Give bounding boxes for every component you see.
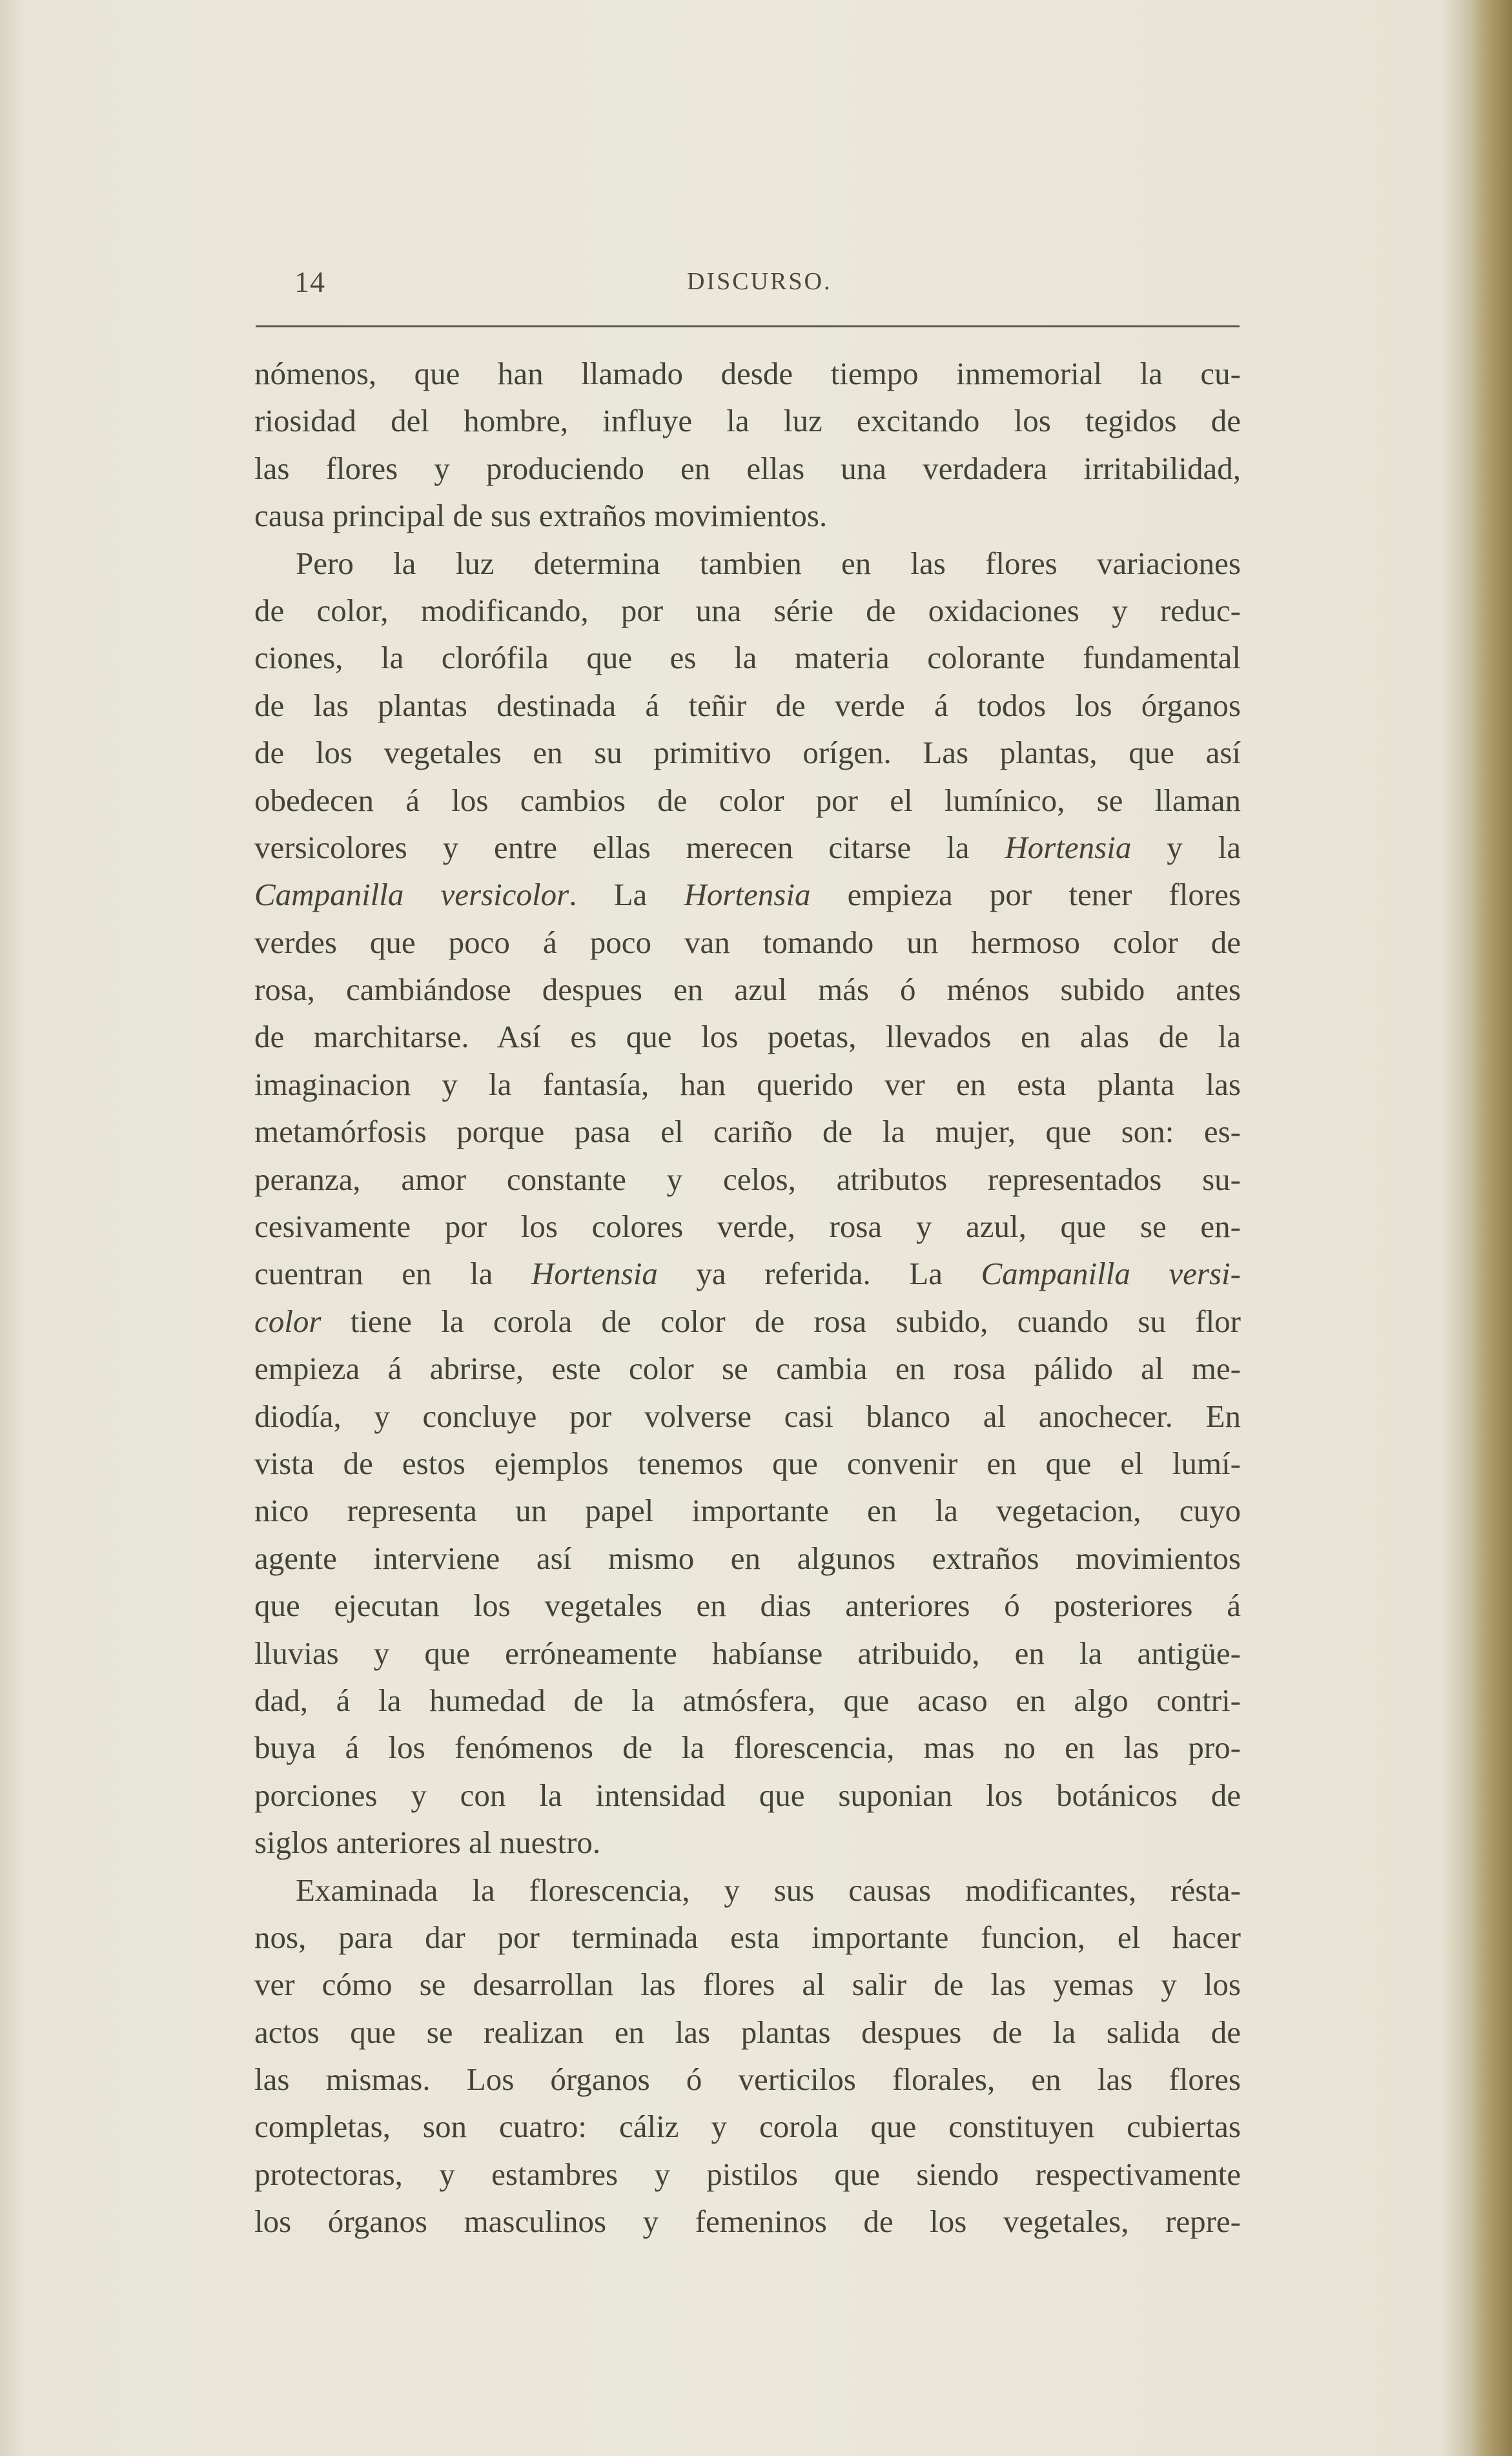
text-line: color tiene la corola de color de rosa subido, cuando su flor — [254, 1303, 1241, 1339]
text-line: obedecen á los cambios de color por el lumínico, se llaman — [254, 782, 1241, 818]
text-line: de las plantas destinada á teñir de verde á todos los órganos — [254, 687, 1241, 723]
text-line: las mismas. Los órganos ó verticilos florales, en las flores — [254, 2062, 1241, 2098]
text-line: de marchitarse. Así es que los poetas, llevados en alas de la — [254, 1019, 1241, 1055]
text-line: metamórfosis porque pasa el cariño de la mujer, que son: es- — [254, 1114, 1241, 1150]
text-line: Pero la luz determina tambien en las flores variaciones — [296, 545, 1241, 581]
text-line: agente interviene así mismo en algunos extraños movimientos — [254, 1540, 1241, 1576]
text-line: cuentran en la Hortensia ya referida. La Campanilla versi- — [254, 1256, 1241, 1292]
text-line: causa principal de sus extraños movimientos. — [254, 498, 828, 534]
text-line: ver cómo se desarrollan las flores al salir de las yemas y los — [254, 1967, 1241, 2003]
text-line: riosidad del hombre, influye la luz excitando los tegidos de — [254, 403, 1241, 439]
text-line: los órganos masculinos y femeninos de los vegetales, repre- — [254, 2204, 1241, 2240]
text-line: cesivamente por los colores verde, rosa y azul, que se en- — [254, 1209, 1241, 1245]
text-line: completas, son cuatro: cáliz y corola que constituyen cubiertas — [254, 2109, 1241, 2145]
page-header — [254, 265, 1238, 303]
text-line: Campanilla versicolor. La Hortensia empieza por tener flores — [254, 877, 1241, 913]
text-line: Examinada la florescencia, y sus causas modificantes, résta- — [296, 1872, 1241, 1908]
text-line: ciones, la clorófila que es la materia colorante fundamental — [254, 640, 1241, 676]
text-line: nos, para dar por terminada esta importante funcion, el hacer — [254, 1919, 1241, 1955]
text-line: nico representa un papel importante en la vegetacion, cuyo — [254, 1493, 1241, 1529]
text-line: peranza, amor constante y celos, atributos representados su- — [254, 1161, 1241, 1197]
text-line: empieza á abrirse, este color se cambia en rosa pálido al me- — [254, 1351, 1241, 1387]
text-line: nómenos, que han llamado desde tiempo inmemorial la cu- — [254, 356, 1241, 391]
header-rule — [256, 325, 1240, 327]
text-line: lluvias y que erróneamente habíanse atribuido, en la antigüe- — [254, 1635, 1241, 1671]
text-line: siglos anteriores al nuestro. — [254, 1825, 601, 1861]
running-head: DISCURSO. — [687, 268, 832, 295]
text-line: diodía, y concluye por volverse casi blanco al anochecer. En — [254, 1398, 1241, 1434]
text-line: versicolores y entre ellas merecen citarse la Hortensia y la — [254, 829, 1241, 865]
page-edge-shadow — [1441, 0, 1512, 2456]
text-line: buya á los fenómenos de la florescencia, mas no en las pro- — [254, 1730, 1241, 1766]
text-line: de los vegetales en su primitivo orígen. Las plantas, que así — [254, 735, 1241, 771]
body-text — [254, 350, 1241, 2246]
text-line: imaginacion y la fantasía, han querido ver en esta planta las — [254, 1066, 1241, 1102]
text-line: actos que se realizan en las plantas despues de la salida de — [254, 2014, 1241, 2050]
text-line: las flores y produciendo en ellas una verdadera irritabilidad, — [254, 450, 1241, 486]
text-line: verdes que poco á poco van tomando un hermoso color de — [254, 924, 1241, 960]
text-line: que ejecutan los vegetales en dias anteriores ó posteriores á — [254, 1588, 1241, 1624]
text-line: vista de estos ejemplos tenemos que convenir en que el lumí- — [254, 1445, 1241, 1481]
text-line: protectoras, y estambres y pistilos que siendo respectivamente — [254, 2156, 1241, 2192]
text-line: dad, á la humedad de la atmósfera, que acaso en algo contri- — [254, 1682, 1241, 1718]
text-line: rosa, cambiándose despues en azul más ó ménos subido antes — [254, 972, 1241, 1008]
page-number: 14 — [294, 265, 325, 298]
text-line: de color, modificando, por una série de oxidaciones y reduc- — [254, 592, 1241, 628]
text-line: porciones y con la intensidad que suponian los botánicos de — [254, 1777, 1241, 1813]
